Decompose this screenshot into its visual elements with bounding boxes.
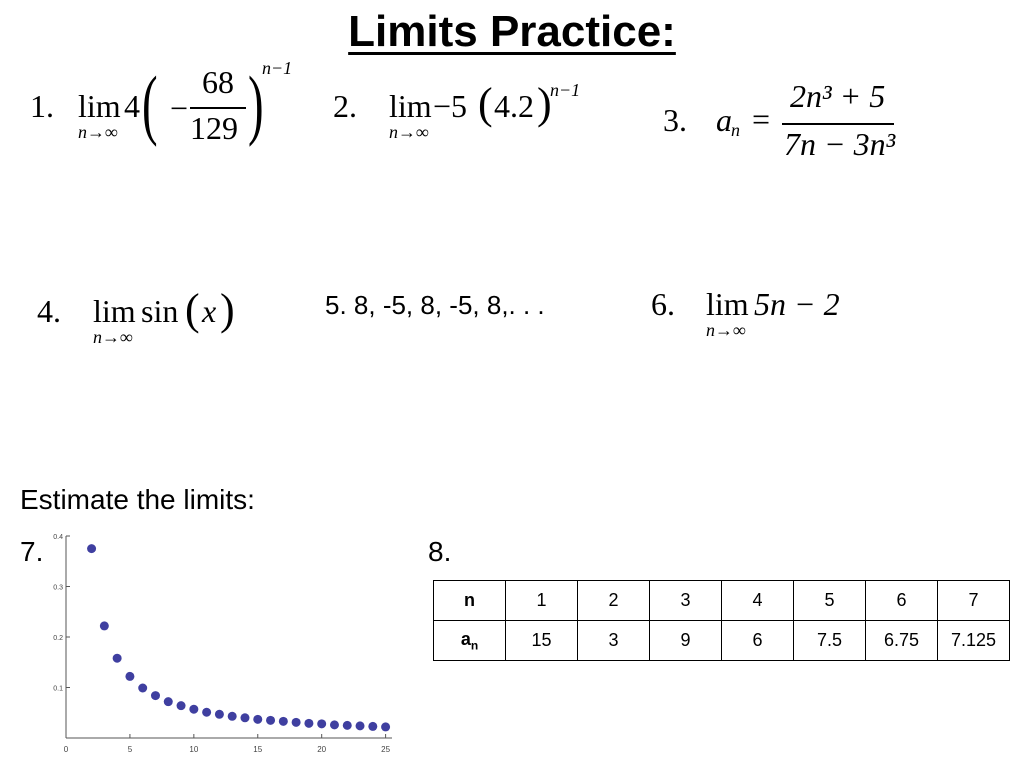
table-header-n: n xyxy=(434,581,506,621)
header-a: a xyxy=(460,628,471,649)
chart-axes xyxy=(53,534,392,754)
x-tick-label: 5 xyxy=(127,745,133,754)
lim-operator: lim xyxy=(78,88,121,124)
table-cell: 2 xyxy=(578,581,650,621)
data-point xyxy=(317,719,326,728)
data-point xyxy=(125,672,134,681)
data-point xyxy=(228,712,237,721)
lim-subscript: n→∞ xyxy=(706,320,746,340)
lim-operator: lim xyxy=(93,293,136,329)
y-tick-label: 0.3 xyxy=(53,584,63,592)
exponent: n−1 xyxy=(262,58,293,78)
table-cell: 5 xyxy=(794,581,866,621)
data-point xyxy=(240,713,249,722)
problem-8-label: 8. xyxy=(428,536,452,567)
table-cell: 15 xyxy=(506,621,578,661)
denominator: 129 xyxy=(190,110,238,146)
sequence-variable: a xyxy=(716,102,732,138)
minus-sign: − xyxy=(170,90,189,126)
problem-1-number: 1. xyxy=(30,88,54,124)
table-cell: 3 xyxy=(650,581,722,621)
base: 4.2 xyxy=(494,88,534,124)
data-point xyxy=(189,705,198,714)
table-cell: 7.125 xyxy=(938,621,1010,661)
equals-sign: = xyxy=(752,101,771,137)
left-paren: ( xyxy=(142,60,158,147)
lim-subscript: n→∞ xyxy=(78,122,118,142)
table-cell: 6 xyxy=(722,621,794,661)
coefficient: 4 xyxy=(124,88,140,124)
y-tick-label: 0.2 xyxy=(53,635,63,642)
left-paren: ( xyxy=(478,79,493,128)
problem-7-label: 7. xyxy=(20,536,44,567)
data-point xyxy=(151,691,160,700)
data-point xyxy=(164,697,173,706)
data-point xyxy=(279,717,288,726)
table-header-an xyxy=(434,621,506,661)
data-point xyxy=(330,720,339,729)
data-point xyxy=(381,722,390,731)
lim-operator: lim xyxy=(389,88,432,124)
denominator: 7n − 3n³ xyxy=(784,126,896,162)
data-point xyxy=(292,718,301,727)
numerator: 68 xyxy=(202,64,234,100)
data-point xyxy=(113,654,122,663)
table-cell: 6.75 xyxy=(866,621,938,661)
data-point xyxy=(138,684,147,693)
argument: x xyxy=(202,293,217,329)
table-cell: 7.5 xyxy=(794,621,866,661)
data-point xyxy=(202,708,211,717)
data-point xyxy=(304,719,313,728)
x-tick-label: 0 xyxy=(63,745,69,754)
page-title: Limits Practice: xyxy=(348,7,676,56)
problem-6-number: 6. xyxy=(651,286,675,322)
table-cell: 6 xyxy=(866,581,938,621)
fraction-bar xyxy=(190,107,246,109)
right-paren: ) xyxy=(248,60,264,147)
problem-2-number: 2. xyxy=(333,88,357,124)
problem-5: 5. 8, -5, 8, -5, 8,. . . xyxy=(325,290,545,320)
table-row xyxy=(434,581,1010,621)
x-tick-label: 15 xyxy=(253,745,263,754)
expression: 5n − 2 xyxy=(754,286,840,322)
problem-3-number: 3. xyxy=(663,102,687,138)
right-paren: ) xyxy=(220,285,235,334)
table-cell: 1 xyxy=(506,581,578,621)
data-point xyxy=(87,544,96,553)
x-tick-label: 25 xyxy=(381,745,391,754)
lim-operator: lim xyxy=(706,286,749,322)
chart-points xyxy=(87,544,390,731)
data-point xyxy=(356,721,365,730)
data-point xyxy=(253,715,262,724)
estimate-heading: Estimate the limits: xyxy=(20,484,255,515)
sequence-table xyxy=(433,580,1010,661)
y-tick-label: 0.4 xyxy=(53,534,63,541)
problem-7-scatter-chart xyxy=(40,530,400,760)
table-row xyxy=(434,621,1010,661)
table-cell: 3 xyxy=(578,621,650,661)
sequence-subscript: n xyxy=(731,120,740,140)
y-tick-label: 0.1 xyxy=(53,685,63,693)
numerator: 2n³ + 5 xyxy=(790,78,886,114)
x-tick-label: 20 xyxy=(317,745,327,754)
left-paren: ( xyxy=(185,285,200,334)
expression: −5 xyxy=(433,88,468,124)
problem-4-number: 4. xyxy=(37,293,61,329)
data-point xyxy=(100,621,109,630)
lim-subscript: n→∞ xyxy=(389,122,429,142)
right-paren: ) xyxy=(537,79,552,128)
exponent: n−1 xyxy=(550,80,581,100)
table-cell: 4 xyxy=(722,581,794,621)
data-point xyxy=(368,722,377,731)
header-a-subscript: n xyxy=(470,638,479,653)
data-point xyxy=(215,710,224,719)
fraction-bar xyxy=(782,123,894,125)
data-point xyxy=(343,721,352,730)
lim-subscript: n→∞ xyxy=(93,327,133,347)
function-name: sin xyxy=(141,293,179,329)
data-point xyxy=(266,716,275,725)
data-point xyxy=(177,701,186,710)
table-cell: 7 xyxy=(938,581,1010,621)
table-cell: 9 xyxy=(650,621,722,661)
x-tick-label: 10 xyxy=(189,745,199,754)
